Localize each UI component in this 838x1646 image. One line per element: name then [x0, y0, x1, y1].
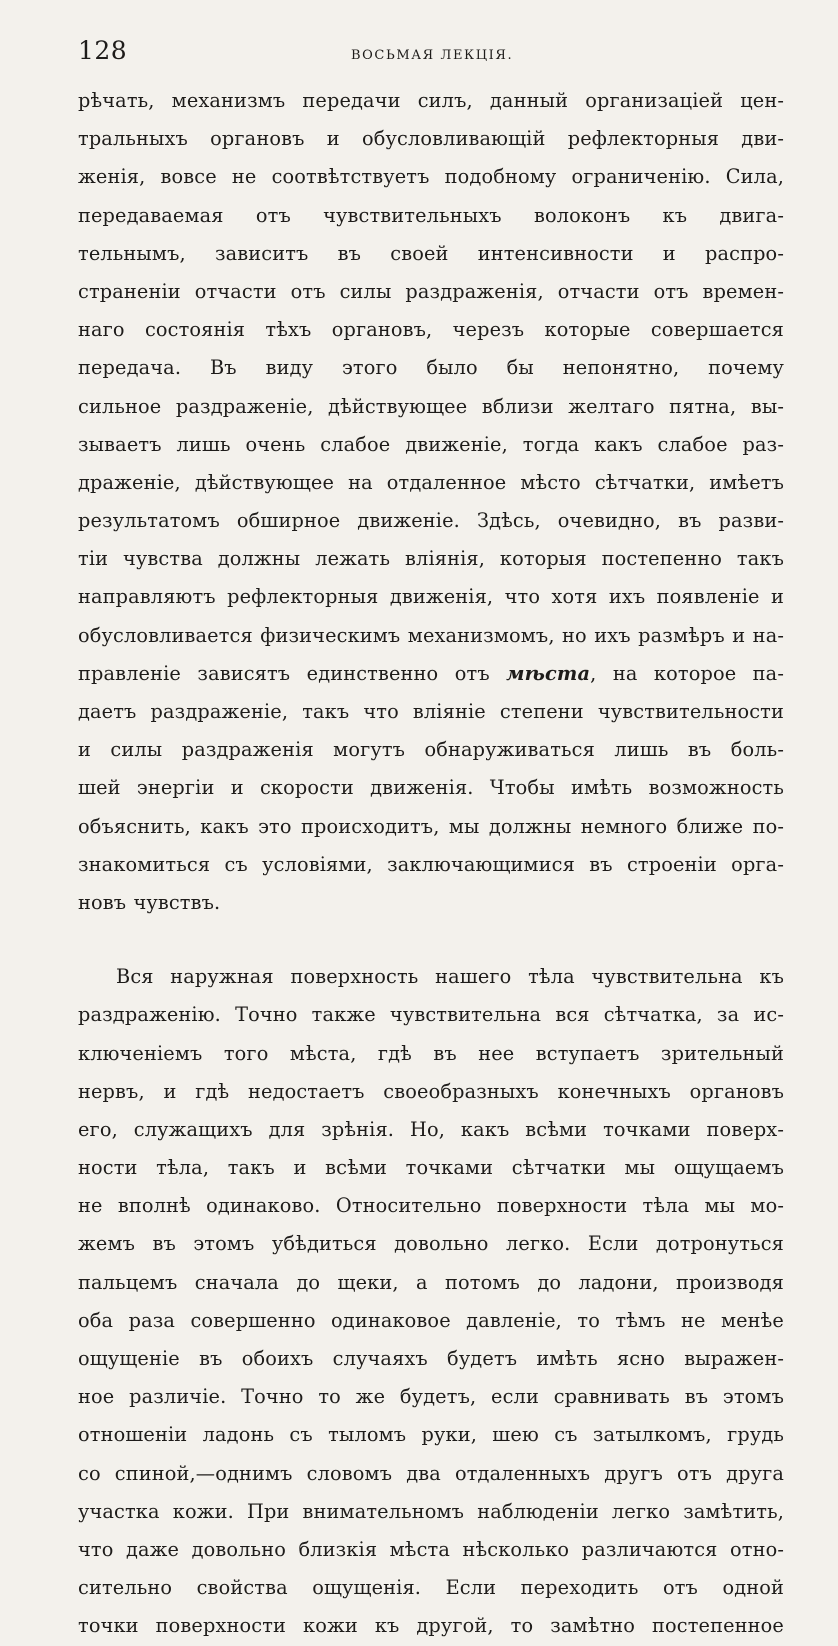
text-line: новъ чувствъ. — [78, 890, 221, 914]
text-line: знакомиться съ условіями, заключающимися въ строеніи орга- — [78, 852, 784, 876]
text-line: передача. Въ виду этого было бы непонятно, почему — [78, 356, 784, 380]
text-line: тельнымъ, зависитъ въ своей интенсивности и распро- — [78, 241, 784, 265]
text-line: драженіе, дѣйствующее на отдаленное мѣсто сѣтчатки, имѣетъ — [78, 470, 784, 494]
text-line: страненіи отчасти отъ силы раздраженія, отчасти отъ времен- — [78, 279, 784, 303]
text-line: передаваемая отъ чувствительныхъ волоконъ къ двига- — [78, 203, 784, 227]
text-line: шей энергіи и скорости движенія. Чтобы имѣть возможность — [78, 776, 784, 800]
text-line: его, служащихъ для зрѣнія. Но, какъ всѣми точками поверх- — [78, 1117, 784, 1141]
text-line: сильное раздраженіе, дѣйствующее вблизи желтаго пятна, вы- — [78, 394, 784, 418]
text-line: женія, вовсе не соотвѣтствуетъ подобному ограниченію. Сила, — [78, 165, 784, 189]
text-line: ное различіе. Точно то же будетъ, если сравнивать въ этомъ — [78, 1385, 784, 1409]
text-line: ности тѣла, такъ и всѣми точками сѣтчатки мы ощущаемъ — [78, 1156, 784, 1180]
text-line: жемъ въ этомъ убѣдиться довольно легко. Если дотронуться — [78, 1232, 784, 1256]
text-line: оба раза совершенно одинаковое давленіе, то тѣмъ не менѣе — [78, 1308, 784, 1332]
text-line: сительно свойства ощущенія. Если переходить отъ одной — [78, 1576, 784, 1600]
text-line: рѣчать, механизмъ передачи силъ, данный организаціей цен- — [78, 89, 784, 112]
text-line: даетъ раздраженіе, такъ что вліяніе степени чувствительности — [78, 700, 784, 723]
text-line: ощущеніе въ обоихъ случаяхъ будетъ имѣть ясно выражен- — [78, 1347, 784, 1370]
text-line: нервъ, и гдѣ недостаетъ своеобразныхъ конечныхъ органовъ — [78, 1079, 784, 1103]
text-line: участка кожи. При внимательномъ наблюденіи легко замѣтить, — [78, 1499, 784, 1523]
text-segment: , на которое па- — [590, 661, 784, 685]
body-text — [78, 82, 784, 1646]
text-line: и силы раздраженія могутъ обнаруживаться лишь въ боль- — [78, 738, 784, 762]
running-title: ВОСЬМАЯ ЛЕКЦІЯ. — [351, 48, 514, 63]
text-line: результатомъ обширное движеніе. Здѣсь, очевидно, въ разви- — [78, 509, 784, 533]
text-line: объяснить, какъ это происходитъ, мы должны немного ближе по- — [78, 814, 784, 838]
text-line: направляютъ рефлекторныя движенія, что хотя ихъ появленіе и — [78, 585, 784, 609]
text-line: тіи чувства должны лежать вліянія, которыя постепенно такъ — [78, 547, 784, 571]
page-number: 128 — [78, 36, 128, 65]
text-line: тральныхъ органовъ и обусловливающій рефлекторныя дви- — [78, 127, 784, 151]
text-line: Вся наружная поверхность нашего тѣла чувствительна къ — [116, 965, 784, 989]
text-line: зываетъ лишь очень слабое движеніе, тогда какъ слабое раз- — [78, 432, 784, 456]
paragraph-1 — [78, 82, 784, 922]
text-line: со спиной,—однимъ словомъ два отдаленныхъ другъ отъ друга — [78, 1461, 784, 1485]
paragraph-2 — [78, 958, 784, 1645]
italic-word: мѣста — [506, 661, 591, 685]
text-line: пальцемъ сначала до щеки, а потомъ до ладони, производя — [78, 1270, 784, 1294]
text-line: точки поверхности кожи къ другой, то замѣтно постепенное — [78, 1614, 784, 1638]
text-line: обусловливается физическимъ механизмомъ, но ихъ размѣръ и на- — [78, 623, 784, 647]
text-line-with-italic — [78, 655, 784, 693]
page-header — [78, 36, 784, 76]
text-line: не вполнѣ одинаково. Относительно поверхности тѣла мы мо- — [78, 1194, 784, 1218]
text-line: ключеніемъ того мѣста, гдѣ въ нее вступаетъ зрительный — [78, 1041, 784, 1065]
text-line: раздраженію. Точно также чувствительна вся сѣтчатка, за ис- — [78, 1003, 784, 1027]
text-segment: правленіе зависятъ единственно отъ — [78, 661, 507, 685]
text-line: наго состоянія тѣхъ органовъ, черезъ которые совершается — [78, 318, 784, 342]
text-line: отношеніи ладонь съ тыломъ руки, шею съ затылкомъ, грудь — [78, 1423, 784, 1447]
text-line: что даже довольно близкія мѣста нѣсколько различаются отно- — [78, 1537, 784, 1561]
